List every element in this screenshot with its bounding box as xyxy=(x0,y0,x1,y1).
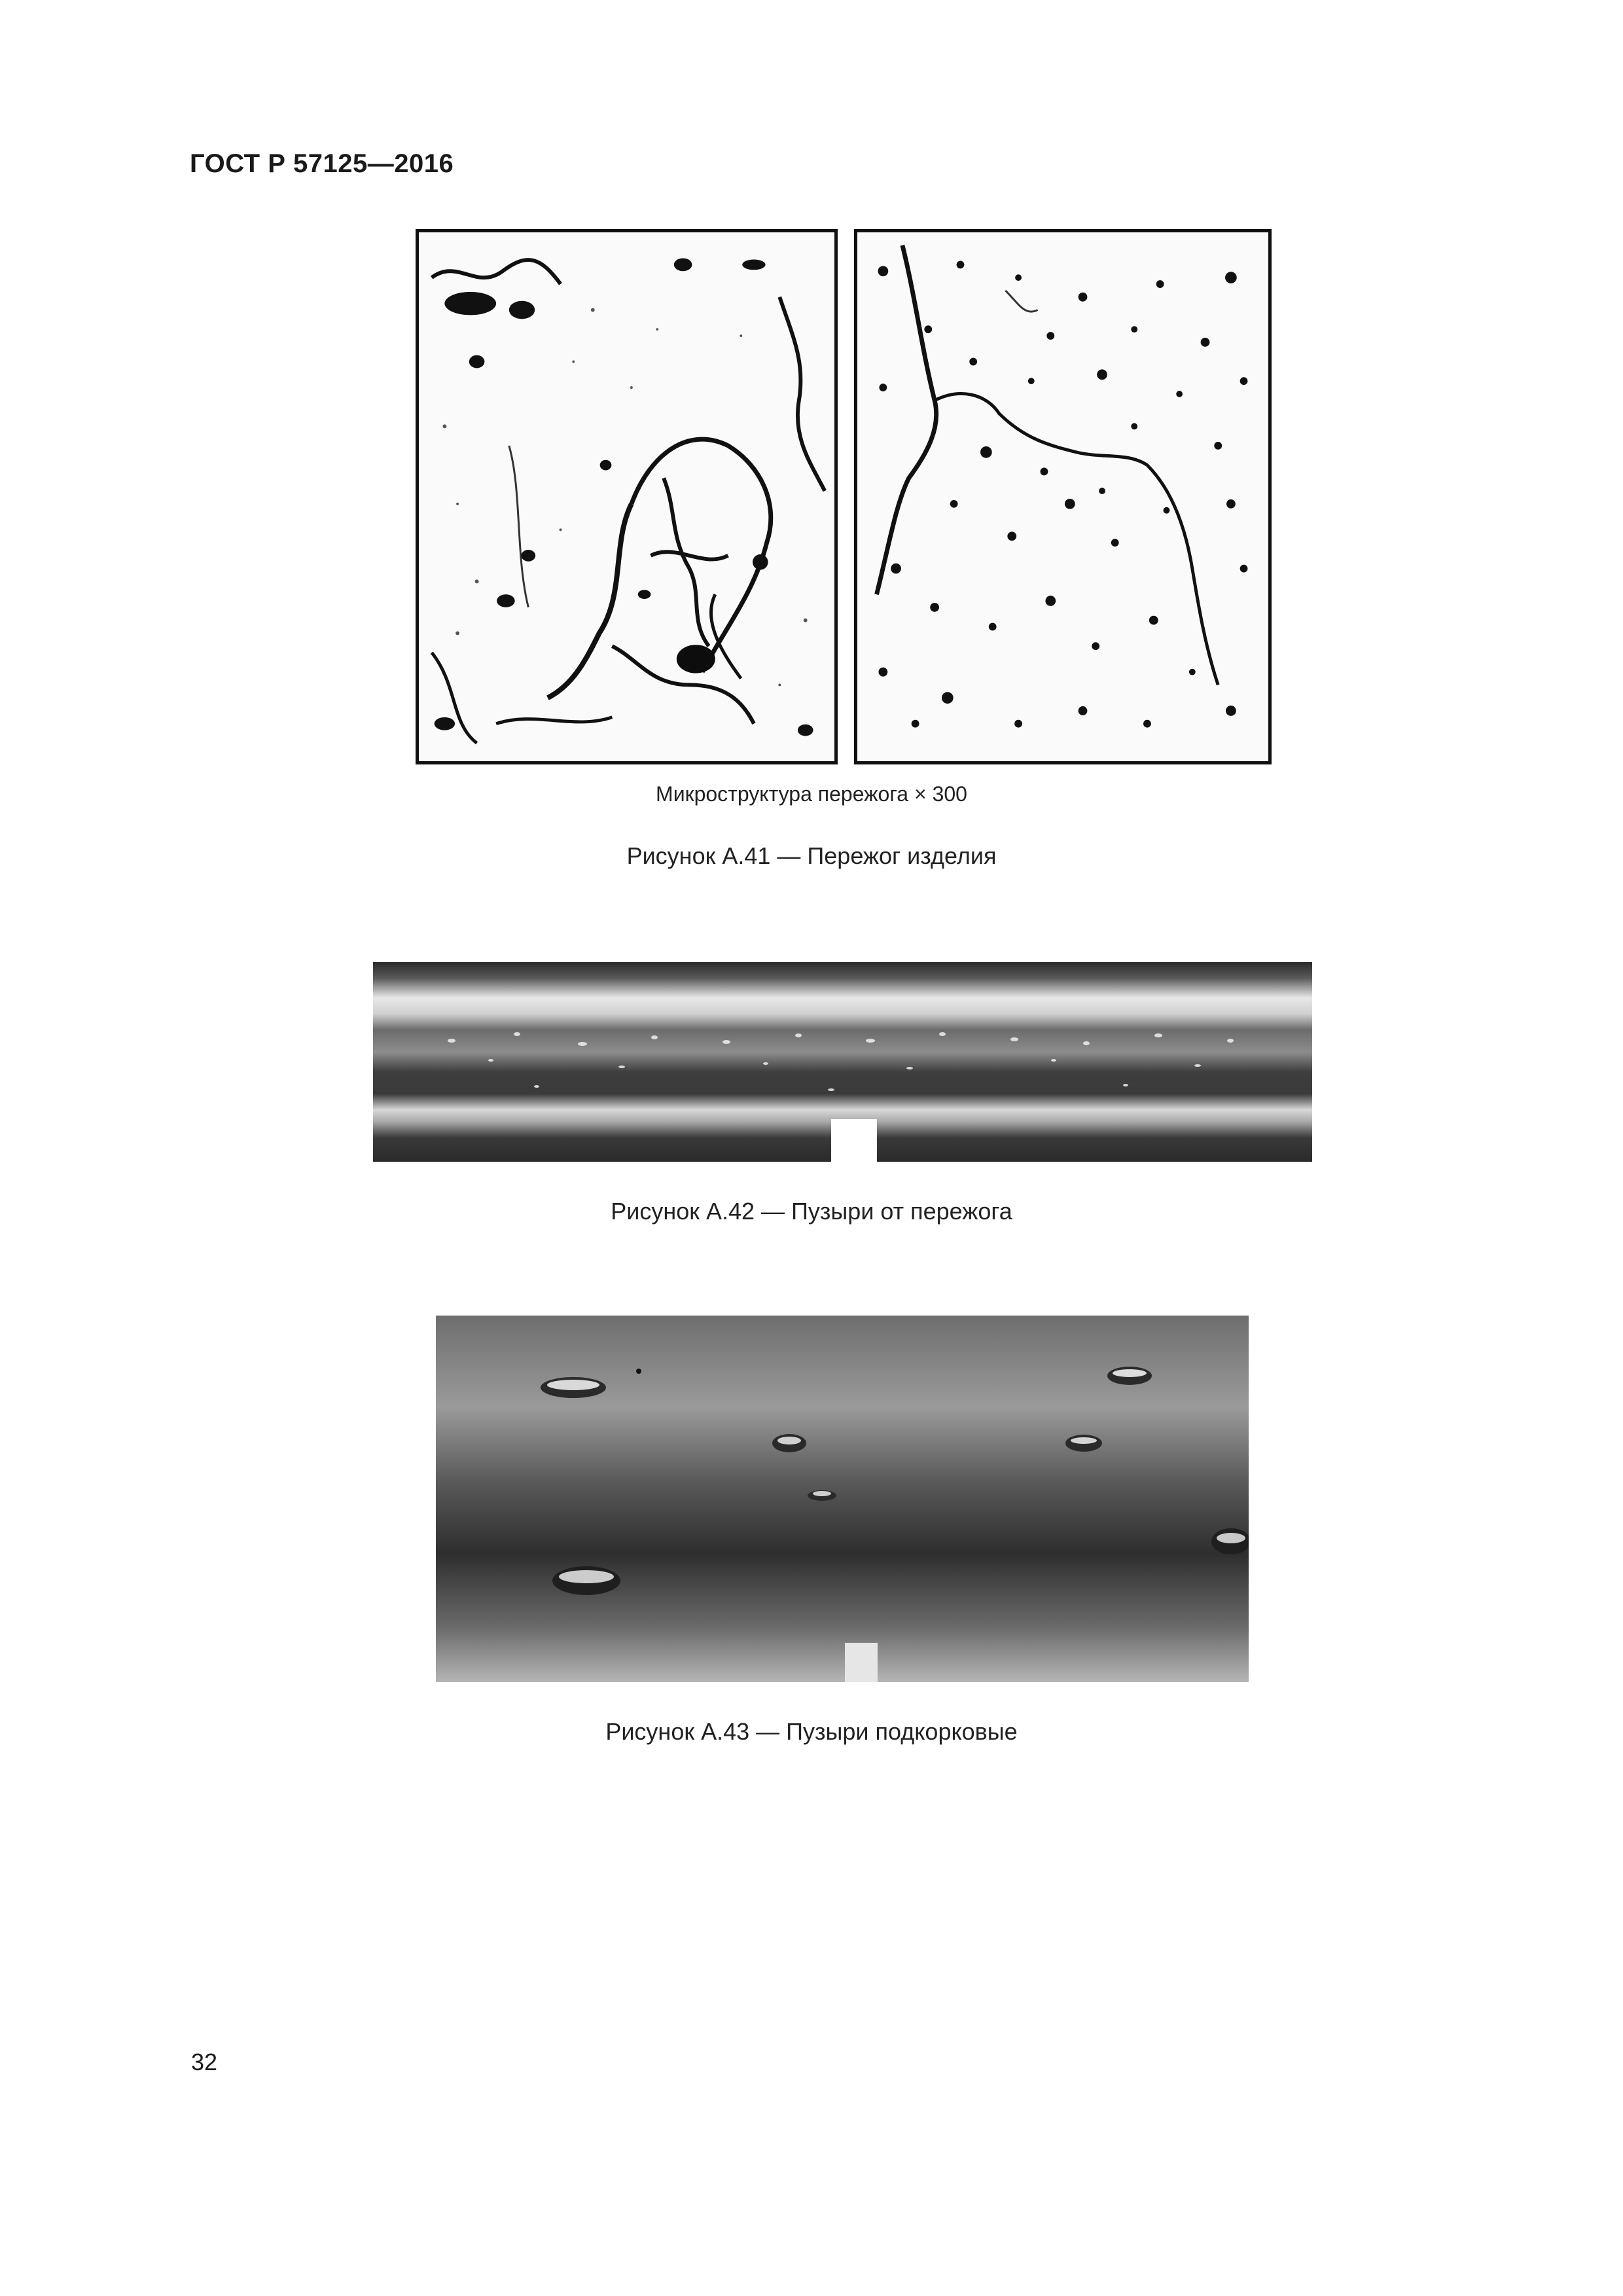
figure-a41-caption: Рисунок А.41 — Пережог изделия xyxy=(626,842,997,869)
figure-a42-photo xyxy=(373,962,1312,1162)
figure-a43-photo xyxy=(436,1316,1249,1682)
micrograph-right-image xyxy=(854,229,1272,764)
figure-a43-caption: Рисунок А.43 — Пузыри подкорковые xyxy=(605,1718,1018,1745)
micrograph-subcaption: Микроструктура пережога × 300 xyxy=(656,782,967,806)
document-code: ГОСТ Р 57125—2016 xyxy=(190,149,454,178)
page-number: 32 xyxy=(191,2049,218,2075)
micrograph-left-image xyxy=(416,229,838,764)
figure-a42-caption: Рисунок А.42 — Пузыри от пережога xyxy=(611,1198,1012,1225)
